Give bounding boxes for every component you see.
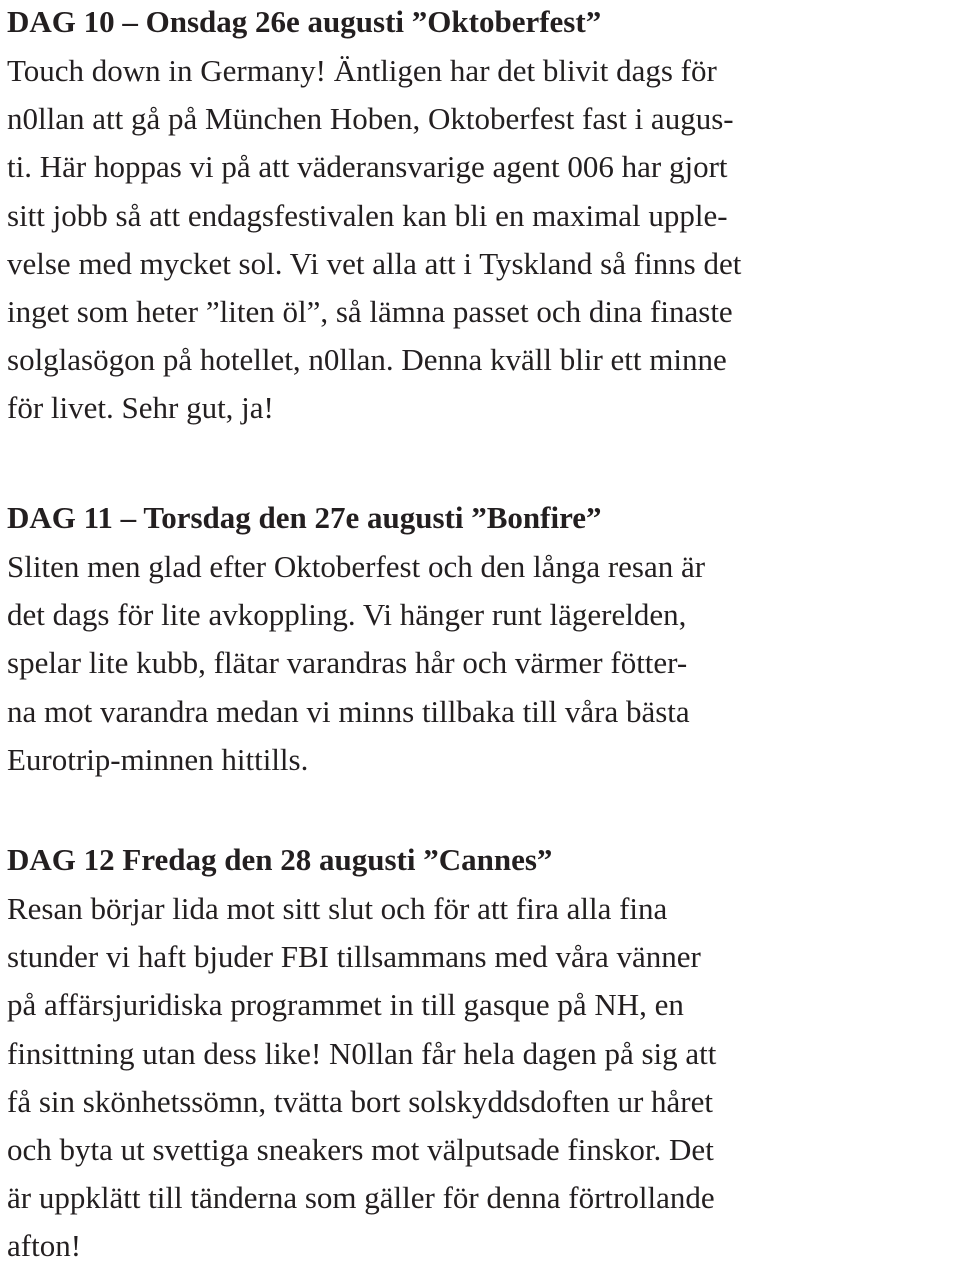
day-11-line: Sliten men glad efter Oktoberfest och den långa resan är xyxy=(7,549,706,584)
day-12-heading: DAG 12 Fredag den 28 augusti ”Cannes” xyxy=(7,842,553,877)
day-11-section xyxy=(7,493,952,784)
day-10-line: inget som heter ”liten öl”, så lämna passet och dina finaste xyxy=(7,293,733,329)
day-11-line: na mot varandra medan vi minns tillbaka till våra bästa xyxy=(7,693,690,729)
day-10-line: Touch down in Germany! Äntligen har det blivit dags för xyxy=(7,53,717,88)
day-10-line: n0llan att gå på München Hoben, Oktoberfest fast i augus- xyxy=(7,101,734,137)
day-11-line: det dags för lite avkoppling. Vi hänger runt lägerelden, xyxy=(7,597,687,633)
day-12-line: Resan börjar lida mot sitt slut och för att fira alla fina xyxy=(7,891,668,926)
day-10-line: sitt jobb så att endagsfestivalen kan bli en maximal upple- xyxy=(7,197,728,233)
day-12-line: på affärsjuridiska programmet in till gasque på NH, en xyxy=(7,987,684,1023)
day-12-line: finsittning utan dess like! N0llan får hela dagen på sig att xyxy=(7,1035,717,1071)
day-12-line: afton! xyxy=(7,1228,82,1264)
day-12-section xyxy=(7,835,952,1267)
day-12-line: är uppklätt till tänderna som gäller för denna förtrollande xyxy=(7,1180,715,1216)
day-10-line: för livet. Sehr gut, ja! xyxy=(7,390,274,426)
day-12-line: stunder vi haft bjuder FBI tillsammans med våra vänner xyxy=(7,939,701,975)
day-10-heading: DAG 10 – Onsdag 26e augusti ”Oktoberfest” xyxy=(7,4,602,39)
day-12-line: få sin skönhetssömn, tvätta bort solskyddsdoften ur håret xyxy=(7,1083,714,1119)
document-page xyxy=(7,0,952,1267)
day-10-line: ti. Här hoppas vi på att väderansvarige agent 006 har gjort xyxy=(7,149,728,185)
day-10-line: solglasögon på hotellet, n0llan. Denna kväll blir ett minne xyxy=(7,342,727,378)
day-11-line: Eurotrip-minnen hittills. xyxy=(7,741,309,777)
day-12-line: och byta ut svettiga sneakers mot välputsade finskor. Det xyxy=(7,1131,714,1167)
day-10-section xyxy=(7,0,952,433)
day-10-line: velse med mycket sol. Vi vet alla att i Tyskland så finns det xyxy=(7,245,742,281)
day-11-heading: DAG 11 – Torsdag den 27e augusti ”Bonfire” xyxy=(7,500,602,535)
day-11-line: spelar lite kubb, flätar varandras hår och värmer fötter- xyxy=(7,645,688,681)
